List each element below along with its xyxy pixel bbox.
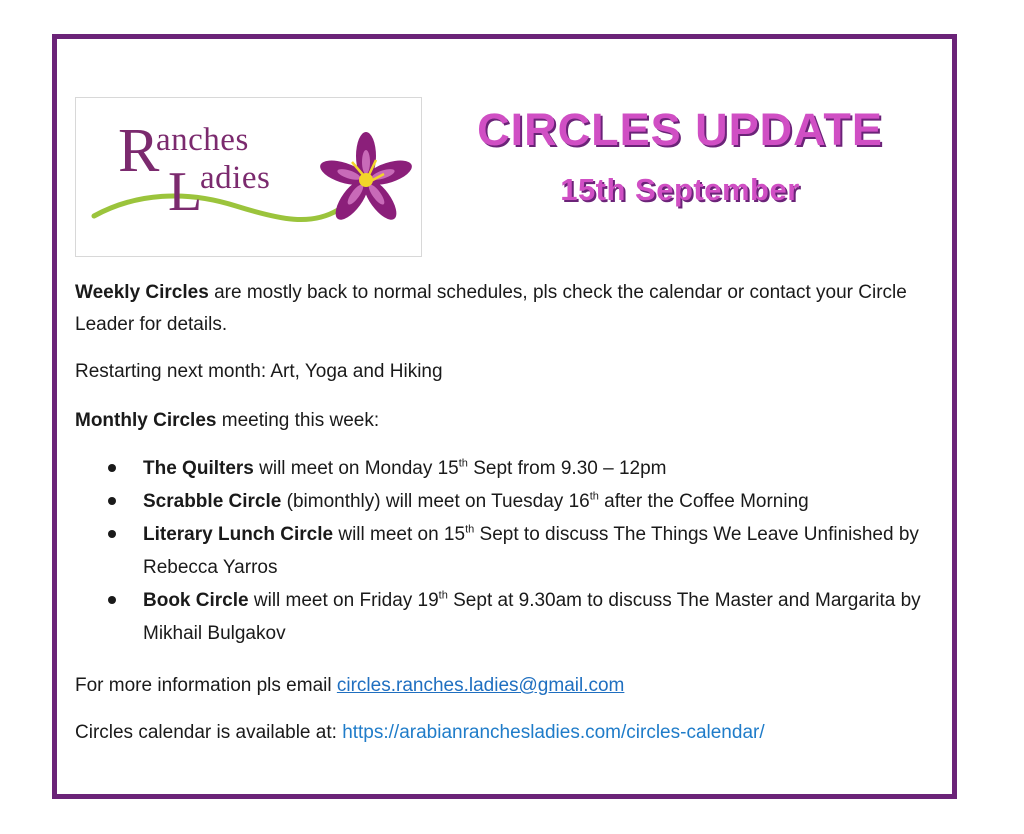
bullet-icon [108,497,116,505]
calendar-link[interactable]: https://arabianranchesladies.com/circles-calendar/ [342,722,765,743]
circle-detail: will meet on Monday 15 [253,458,459,479]
circle-detail: (bimonthly) will meet on Tuesday 16 [281,491,590,512]
logo-initial-l: L [168,161,203,223]
list-item [105,485,935,518]
ordinal-suffix: th [465,523,475,536]
list-item [105,518,935,584]
circle-name: Scrabble Circle [143,491,282,512]
bullet-icon [108,530,116,538]
ordinal-suffix: th [589,490,599,503]
logo-word-anches: anches [156,122,249,158]
circle-detail: after the Coffee Morning [598,491,809,512]
monthly-circles-label: Monthly Circles [75,410,217,431]
circle-detail: Sept at 9.30am to discuss The Master and Margarita by Mikhail Bulgakov [143,590,921,644]
monthly-circles-paragraph [75,405,935,437]
logo-initial-r: R [118,117,160,185]
list-item [105,584,935,650]
page-title: CIRCLES UPDATE [477,104,883,155]
weekly-circles-paragraph [75,277,935,341]
weekly-circles-text: are mostly back to normal schedules, pls check the calendar or contact your Circle Leader for details. [75,282,907,335]
logo-word-adies: adies [200,160,271,196]
bullet-icon [108,596,116,604]
monthly-circles-text: meeting this week: [216,410,380,431]
list-item [105,452,935,485]
circle-detail: Sept to discuss The Things We Leave Unfinished by Rebecca Yarros [143,524,919,578]
page-subtitle: 15th September [560,172,800,207]
calendar-label: Circles calendar is available at: [75,722,343,743]
circle-detail: Sept from 9.30 – 12pm [467,458,667,479]
ordinal-suffix: th [438,589,448,602]
calendar-paragraph [75,717,935,749]
circle-detail: will meet on Friday 19 [248,590,439,611]
email-link[interactable]: circles.ranches.ladies@gmail.com [336,675,625,696]
contact-label: For more information pls email [75,675,337,696]
restarting-paragraph: Restarting next month: Art, Yoga and Hiking [75,361,443,382]
circle-name: Literary Lunch Circle [143,524,334,545]
weekly-circles-label: Weekly Circles [75,282,209,303]
bullet-icon [108,464,116,472]
circle-detail: will meet on 15 [333,524,466,545]
circle-name: The Quilters [143,458,254,479]
circles-list [105,452,935,650]
circle-name: Book Circle [143,590,249,611]
contact-paragraph [75,670,935,702]
ranches-ladies-logo [75,97,422,257]
ordinal-suffix: th [458,457,468,470]
